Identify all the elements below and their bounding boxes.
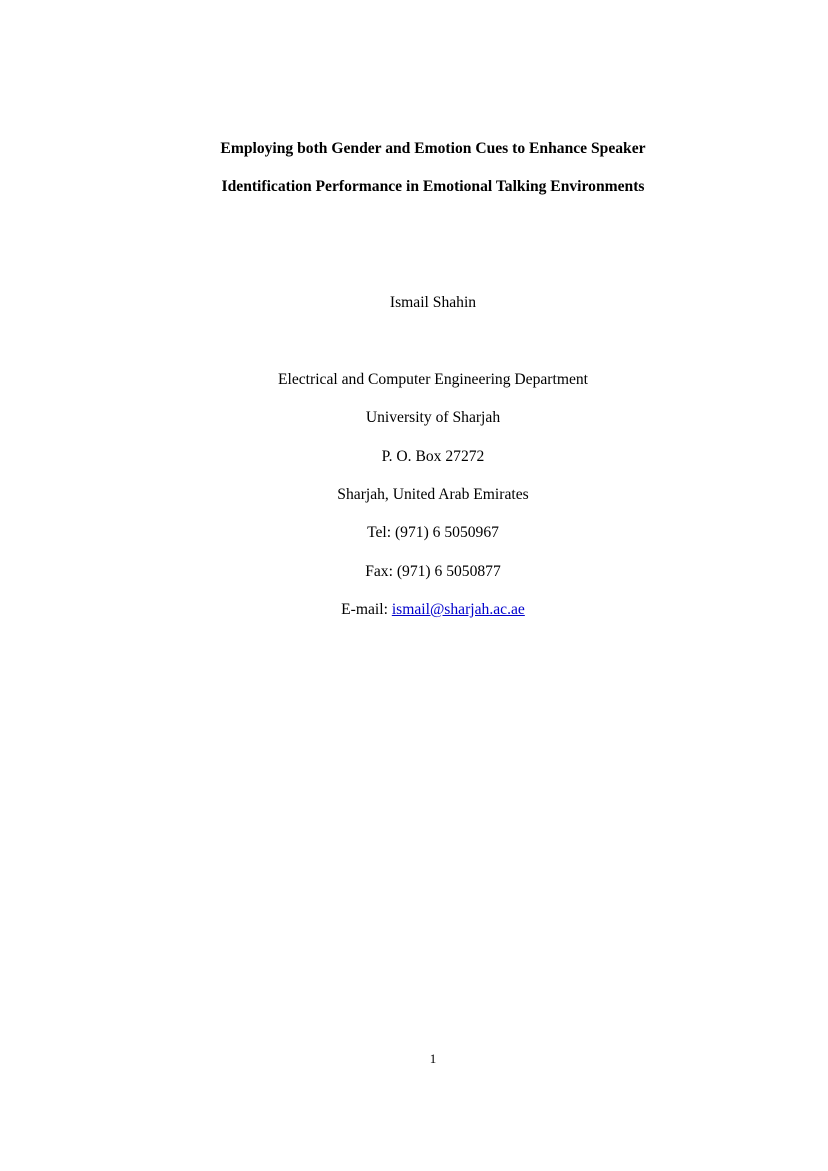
contact-email-line: [0, 600, 828, 620]
contact-fax: Fax: (971) 6 5050877: [365, 563, 501, 580]
affiliation-po-box: P. O. Box 27272: [381, 448, 485, 465]
paper-title-line-1: Employing both Gender and Emotion Cues to Enhance Speaker: [220, 140, 646, 157]
affiliation-department: Electrical and Computer Engineering Department: [277, 371, 589, 388]
affiliation-university: University of Sharjah: [365, 409, 501, 426]
page-number: 1: [429, 1051, 437, 1066]
paper-title-line-2: Identification Performance in Emotional Talking Environments: [221, 178, 645, 195]
email-label: E-mail:: [341, 601, 392, 618]
contact-telephone: Tel: (971) 6 5050967: [367, 524, 499, 541]
email-link[interactable]: ismail@sharjah.ac.ae: [391, 601, 525, 618]
affiliation-location: Sharjah, United Arab Emirates: [337, 486, 529, 503]
author-name: Ismail Shahin: [389, 294, 477, 311]
